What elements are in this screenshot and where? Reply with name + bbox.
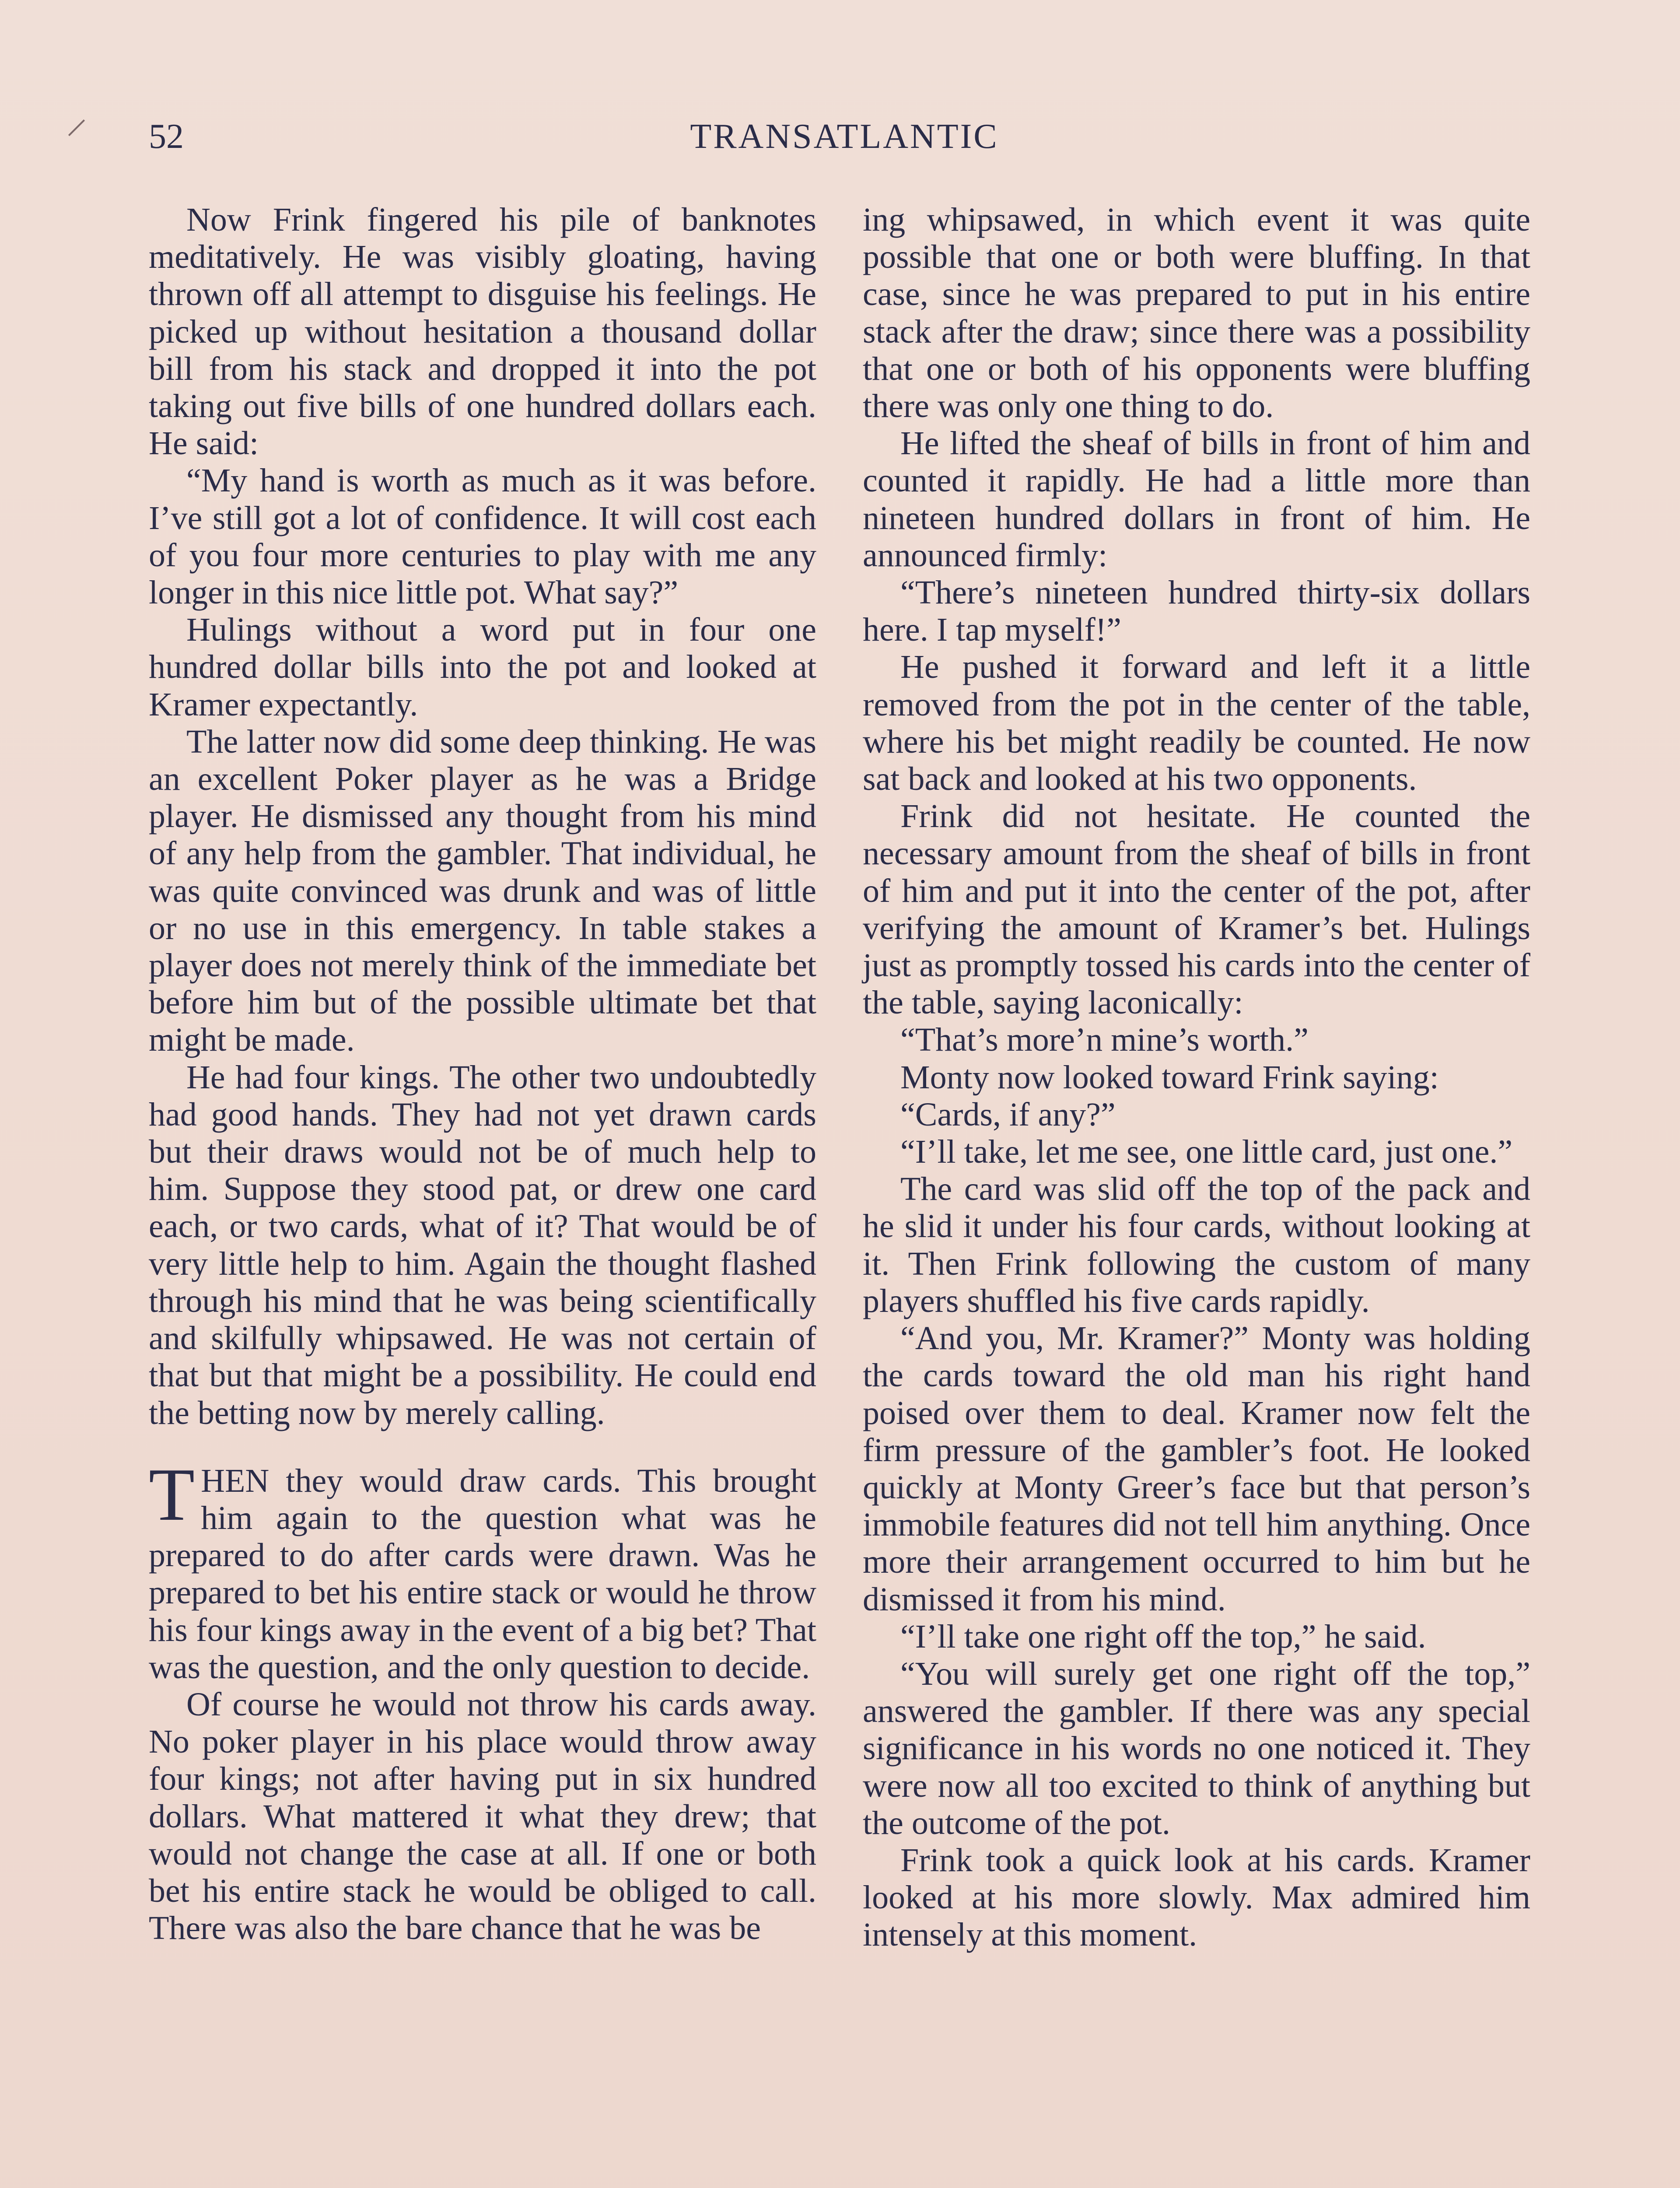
paragraph: He had four kings. The other two undoubtedly had good hands. They had not yet drawn cards but their draws would not be of much help to him. Suppose they stood pat, or drew one card each, or two cards, what of it? That would be of very little help to him. Again the thought flashed through his mind that he was being scientifically and skilfully whipsawed. He was not certain of that but that might be a possibility. He could end the betting now by merely calling. bbox=[149, 1059, 816, 1431]
page-header bbox=[149, 115, 1540, 158]
paragraph: The latter now did some deep thinking. He was an excellent Poker player as he was a Bridge player. He dismissed any thought from his mind of any help from the gambler. That individual, he was quite convinced was drunk and was of little or no use in this emergency. In table stakes a player does not merely think of the immediate bet before him but of the possible ultimate bet that might be made. bbox=[149, 723, 816, 1059]
paragraph-continued: ing whipsawed, in which event it was quite possible that one or both were bluffing. In that case, since he was prepared to put in his entire stack after the draw; since there was a possibility that one or both of his opponents were bluffing there was only one thing to do. bbox=[863, 201, 1530, 425]
paragraph: “I’ll take, let me see, one little card, just one.” bbox=[900, 1133, 1513, 1171]
paragraph: “Cards, if any?” bbox=[900, 1096, 1116, 1133]
paragraph: Now Frink fingered his pile of banknotes meditatively. He was visibly gloating, having thrown off all attempt to disguise his feelings. He picked up without hesitation a thousand dollar bill from his stack and dropped it into the pot taking out five bills of one hundred dollars each. He said: bbox=[149, 201, 816, 462]
paragraph: “You will surely get one right off the top,” answered the gambler. If there was any special significance in his words no one noticed it. They were now all too excited to think of anything but the outcome of the pot. bbox=[863, 1655, 1530, 1841]
paragraph: He pushed it forward and left it a little removed from the pot in the center of the table, where his bet might readily be counted. He now sat back and looked at his two opponents. bbox=[863, 649, 1530, 798]
paragraph: He lifted the sheaf of bills in front of him and counted it rapidly. He had a little more than nineteen hundred dollars in front of him. He announced firmly: bbox=[863, 425, 1530, 574]
paragraph: “And you, Mr. Kramer?” Monty was holding the cards toward the old man his right hand poised over them to deal. Kramer now felt the firm pressure of the gambler’s foot. He looked quickly at Monty Greer’s face but that person’s immobile features did not tell him anything. Once more their arrangement occurred to him but he dismissed it from his mind. bbox=[863, 1320, 1530, 1618]
paragraph: “That’s more’n mine’s worth.” bbox=[900, 1021, 1309, 1059]
right-column bbox=[863, 201, 1530, 1954]
paragraph: Of course he would not throw his cards away. No poker player in his place would throw away four kings; not after having put in six hundred dollars. What mattered it what they drew; that would not change the case at all. If one or both bet his entire stack he would be obliged to call. There was also the bare chance that he was be bbox=[149, 1686, 816, 1947]
paragraph-with-drop-cap bbox=[149, 1453, 816, 1686]
paragraph: “I’ll take one right off the top,” he said. bbox=[900, 1618, 1426, 1655]
paragraph: “My hand is worth as much as it was before. I’ve still got a lot of confidence. It will cost each of you four more centuries to play with me any longer in this nice little pot. What say?” bbox=[149, 462, 816, 611]
paragraph: The card was slid off the top of the pack and he slid it under his four cards, without looking at it. Then Frink following the custom of many players shuffled his five cards rapidly. bbox=[863, 1171, 1530, 1319]
paragraph: Hulings without a word put in four one hundred dollar bills into the pot and looked at Kramer expectantly. bbox=[149, 611, 816, 723]
paragraph: Frink took a quick look at his cards. Kramer looked at his more slowly. Max admired him intensely at this moment. bbox=[863, 1841, 1530, 1953]
running-title: TRANSATLANTIC bbox=[690, 117, 999, 156]
paragraph: “There’s nineteen hundred thirty-six dollars here. I tap myself!” bbox=[863, 574, 1530, 649]
pencil-mark bbox=[68, 119, 85, 136]
paragraph: Frink did not hesitate. He counted the necessary amount from the sheaf of bills in front of him and put it into the center of the pot, after verifying the amount of Kramer’s bet. Hulings just as promptly tossed his cards into the center of the table, saying laconically: bbox=[863, 798, 1530, 1021]
left-column bbox=[149, 201, 816, 1947]
paragraph-text: HEN they would draw cards. This brought him again to the question what was he prepared to do after cards were drawn. Was he prepared to bet his entire stack or would he throw his four kings away in the event of a big bet? That was the question, and the only question to decide. bbox=[149, 1462, 816, 1686]
paragraph: Monty now looked toward Frink saying: bbox=[900, 1059, 1439, 1096]
page-number: 52 bbox=[149, 117, 184, 156]
drop-cap: T bbox=[149, 1453, 195, 1536]
